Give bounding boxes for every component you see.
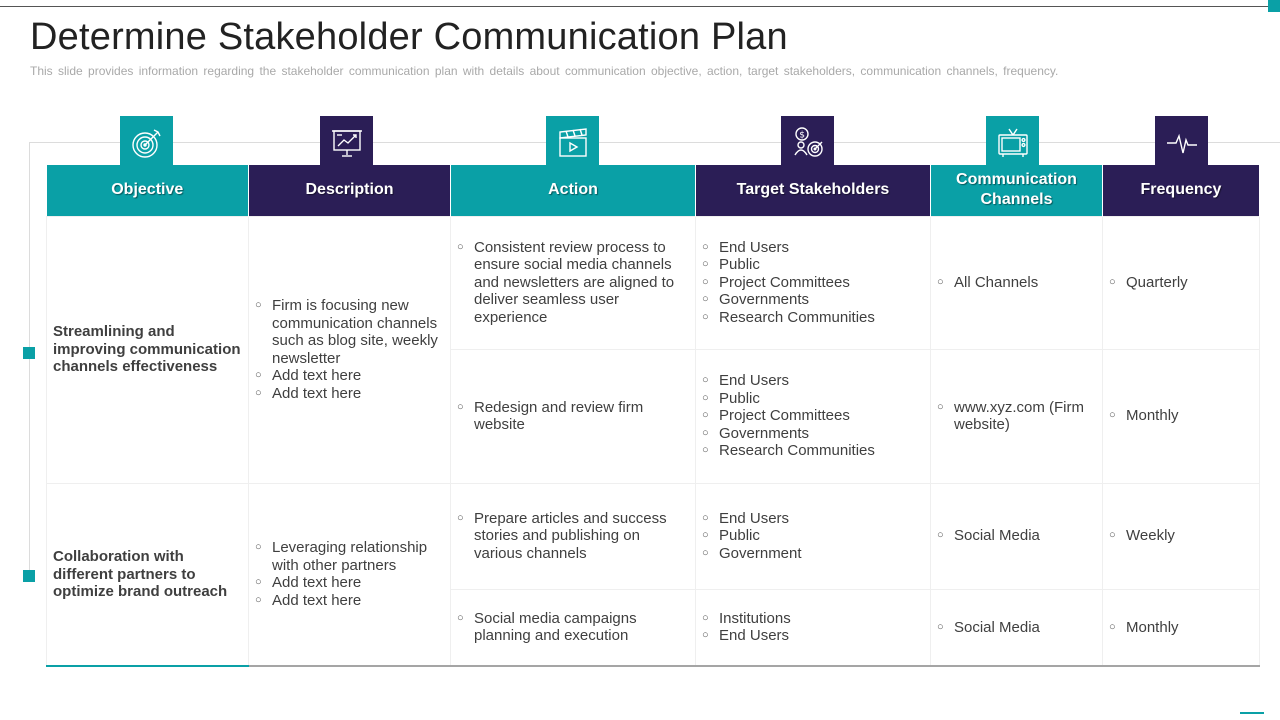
header-objective: Objective [47, 165, 249, 216]
list-item: ○ End Users [702, 239, 926, 257]
list-item: ○ Leveraging relationship with other partners [255, 539, 446, 574]
description-cell [249, 216, 451, 483]
action-cell [451, 589, 696, 666]
list-item: ○ Research Communities [702, 309, 926, 327]
action-cell [451, 349, 696, 483]
action-cell [451, 483, 696, 589]
list-item: ○ Quarterly [1109, 274, 1255, 292]
channel-cell [931, 483, 1103, 589]
list-item: ○ Add text here [255, 385, 446, 403]
list-item: ○ Prepare articles and success stories and publishing on various channels [457, 510, 691, 563]
list-item: ○ Social Media [937, 527, 1098, 545]
list-item: ○ Governments [702, 425, 926, 443]
objective-cell: Collaboration with different partners to optimize brand outreach [47, 483, 249, 666]
tv-icon [986, 116, 1039, 169]
list-item: ○ Add text here [255, 592, 446, 610]
header-description: Description [249, 165, 451, 216]
target-cell [696, 589, 931, 666]
svg-text:$: $ [798, 130, 805, 140]
page-title: Determine Stakeholder Communication Plan [30, 16, 788, 58]
top-rule [0, 6, 1268, 7]
action-cell [451, 216, 696, 349]
group-marker-2 [23, 570, 35, 582]
page-subtitle: This slide provides information regarding the stakeholder communication plan with details about communication objective, action, target stakeholders, communication channels, frequency. [30, 64, 1059, 78]
list-item: ○ Weekly [1109, 527, 1255, 545]
list-item: ○ Monthly [1109, 619, 1255, 637]
frame-line-top [29, 142, 1280, 143]
table-row [47, 216, 1260, 349]
list-item: ○ Public [702, 527, 926, 545]
video-clapper-icon [546, 116, 599, 169]
list-item: ○ Public [702, 256, 926, 274]
target-icon [120, 116, 173, 169]
list-item: ○ End Users [702, 372, 926, 390]
list-item: ○ Project Committees [702, 407, 926, 425]
list-item: ○ Institutions [702, 610, 926, 628]
channel-cell [931, 349, 1103, 483]
frequency-cell [1103, 349, 1260, 483]
frequency-cell [1103, 483, 1260, 589]
list-item: ○ Consistent review process to ensure social media channels and newsletters are aligned to deliver seamless user experience [457, 239, 691, 327]
presentation-chart-icon [320, 116, 373, 169]
corner-accent [1268, 0, 1280, 12]
channel-cell [931, 589, 1103, 666]
table-row [47, 483, 1260, 589]
pulse-icon [1155, 116, 1208, 169]
list-item: ○ All Channels [937, 274, 1098, 292]
channel-cell [931, 216, 1103, 349]
frame-line-left [29, 142, 30, 577]
list-item: ○ Social Media [937, 619, 1098, 637]
target-cell [696, 349, 931, 483]
frequency-cell [1103, 216, 1260, 349]
header-action: Action [451, 165, 696, 216]
dollar-stakeholder-icon [781, 116, 834, 169]
list-item: ○ Project Committees [702, 274, 926, 292]
list-item: ○ Add text here [255, 574, 446, 592]
list-item: ○ Redesign and review firm website [457, 399, 691, 434]
list-item: ○ Research Communities [702, 442, 926, 460]
list-item: ○ Firm is focusing new communication channels such as blog site, weekly newsletter [255, 297, 446, 367]
list-item: ○ Governments [702, 291, 926, 309]
frequency-cell [1103, 589, 1260, 666]
header-frequency: Frequency [1103, 165, 1260, 216]
list-item: ○ Add text here [255, 367, 446, 385]
bottom-accent [1240, 712, 1264, 714]
target-cell [696, 483, 931, 589]
communication-plan-table [46, 165, 1260, 667]
header-communication-channels: Communication Channels [931, 165, 1103, 216]
description-cell [249, 483, 451, 666]
group-marker-1 [23, 347, 35, 359]
header-target-stakeholders: Target Stakeholders [696, 165, 931, 216]
header-row [47, 165, 1260, 216]
list-item: ○ End Users [702, 627, 926, 645]
list-item: ○ Public [702, 390, 926, 408]
list-item: ○ Monthly [1109, 407, 1255, 425]
list-item: ○ Government [702, 545, 926, 563]
target-cell [696, 216, 931, 349]
objective-cell: Streamlining and improving communication channels effectiveness [47, 216, 249, 483]
list-item: ○ End Users [702, 510, 926, 528]
list-item: ○ Social media campaigns planning and execution [457, 610, 691, 645]
list-item: ○ www.xyz.com (Firm website) [937, 399, 1098, 434]
